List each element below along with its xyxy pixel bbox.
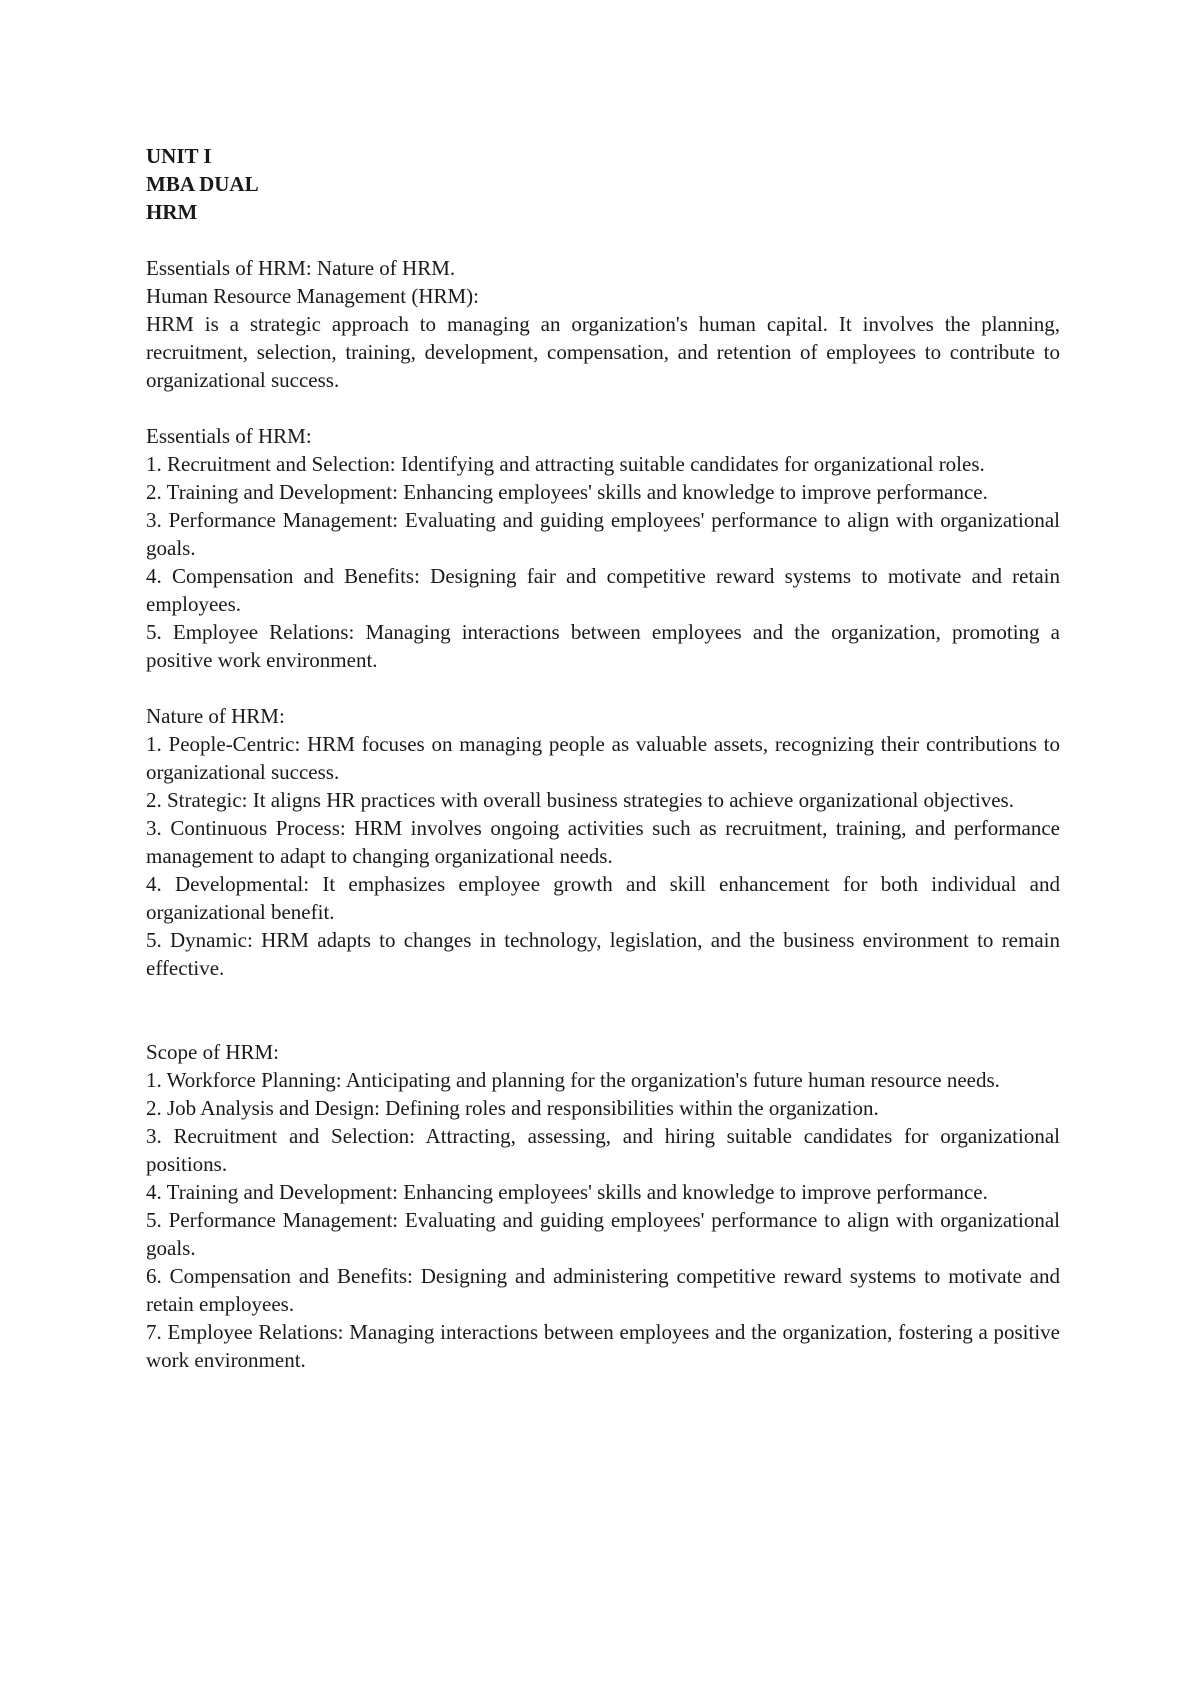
scope-title: Scope of HRM:	[146, 1040, 279, 1064]
nature-item: 4. Developmental: It emphasizes employee growth and skill enhancement for both individual and organizational benefit.	[146, 872, 1060, 924]
essentials-item: 3. Performance Management: Evaluating and guiding employees' performance to align with organizational goals.	[146, 508, 1060, 560]
nature-item: 1. People-Centric: HRM focuses on managing people as valuable assets, recognizing their contributions to organizational success.	[146, 732, 1060, 784]
essentials-item: 5. Employee Relations: Managing interactions between employees and the organization, promoting a positive work environment.	[146, 620, 1060, 672]
scope-item: 3. Recruitment and Selection: Attracting, assessing, and hiring suitable candidates for organizational positions.	[146, 1124, 1060, 1176]
essentials-title: Essentials of HRM:	[146, 424, 312, 448]
definition-text: HRM is a strategic approach to managing an organization's human capital. It involves the planning, recruitment, selection, training, development, compensation, and retention of employees to contribute to organizational success.	[146, 312, 1060, 392]
scope-item: 5. Performance Management: Evaluating and guiding employees' performance to align with organizational goals.	[146, 1208, 1060, 1260]
scope-item: 7. Employee Relations: Managing interactions between employees and the organization, fostering a positive work environment.	[146, 1320, 1060, 1372]
nature-item: 2. Strategic: It aligns HR practices with overall business strategies to achieve organizational objectives.	[146, 788, 1014, 812]
scope-item: 1. Workforce Planning: Anticipating and planning for the organization's future human resource needs.	[146, 1068, 1000, 1092]
scope-item: 2. Job Analysis and Design: Defining roles and responsibilities within the organization.	[146, 1096, 879, 1120]
program-heading: MBA DUAL	[146, 172, 259, 196]
nature-title: Nature of HRM:	[146, 704, 285, 728]
nature-item: 5. Dynamic: HRM adapts to changes in technology, legislation, and the business environment to remain effective.	[146, 928, 1060, 980]
essentials-item: 1. Recruitment and Selection: Identifying and attracting suitable candidates for organizational roles.	[146, 452, 985, 476]
subject-heading: HRM	[146, 200, 198, 224]
scope-item: 4. Training and Development: Enhancing employees' skills and knowledge to improve performance.	[146, 1180, 988, 1204]
essentials-item: 4. Compensation and Benefits: Designing fair and competitive reward systems to motivate and retain employees.	[146, 564, 1060, 616]
essentials-item: 2. Training and Development: Enhancing employees' skills and knowledge to improve performance.	[146, 480, 988, 504]
unit-heading: UNIT I	[146, 144, 212, 168]
topic-title: Essentials of HRM: Nature of HRM.	[146, 256, 456, 280]
definition-title: Human Resource Management (HRM):	[146, 284, 479, 308]
nature-item: 3. Continuous Process: HRM involves ongoing activities such as recruitment, training, and performance management to adapt to changing organizational needs.	[146, 816, 1060, 868]
document-page	[146, 142, 1060, 1374]
scope-item: 6. Compensation and Benefits: Designing and administering competitive reward systems to motivate and retain employees.	[146, 1264, 1060, 1316]
